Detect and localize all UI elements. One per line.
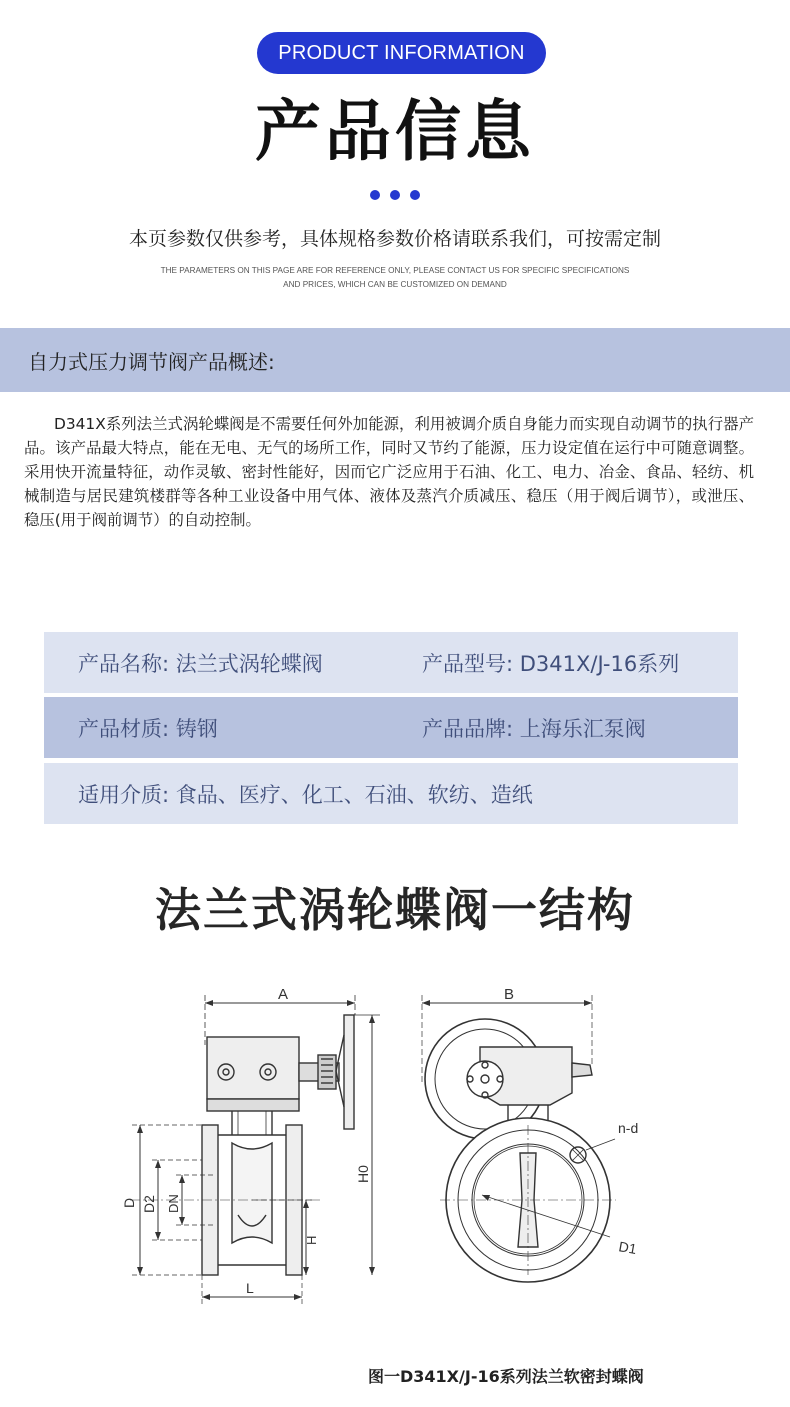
dot	[370, 190, 380, 200]
figure-caption: 图一D341X/J-16系列法兰软密封蝶阀	[368, 1367, 644, 1386]
overview-heading: 自力式压力调节阀产品概述:	[28, 349, 275, 374]
dot	[390, 190, 400, 200]
spec-material: 产品材质: 铸钢	[78, 716, 218, 741]
label-l: L	[246, 1280, 254, 1296]
side-view	[121, 986, 380, 1305]
label-d2: D2	[141, 1195, 157, 1213]
label-dn: DN	[166, 1194, 181, 1213]
decorative-dots	[0, 190, 790, 200]
page-subtitle: 本页参数仅供参考，具体规格参数价格请联系我们，可按需定制	[128, 228, 661, 250]
label-d: D	[121, 1197, 137, 1208]
label-b: B	[504, 986, 515, 1003]
structure-title: 法兰式涡轮蝶阀一结构	[155, 883, 635, 937]
english-note	[150, 264, 640, 292]
product-information-badge	[257, 32, 546, 74]
english-note-line1: THE PARAMETERS ON THIS PAGE ARE FOR REFERENCE ONLY, PLEASE CONTACT US FOR SPECIFIC SPECIFICATIONS	[160, 266, 630, 275]
label-a: A	[278, 986, 289, 1003]
valve-structure-drawing	[110, 975, 680, 1345]
label-h0: H0	[355, 1165, 371, 1183]
spec-product-model: 产品型号: D341X/J-16系列	[422, 651, 680, 676]
spec-row-name-model	[44, 632, 738, 693]
spec-row-material-brand	[44, 697, 738, 758]
dot	[410, 190, 420, 200]
overview-heading-bar	[0, 328, 790, 392]
label-nd: n-d	[618, 1120, 639, 1136]
page-title: 产品信息	[255, 93, 535, 170]
spec-media: 适用介质: 食品、医疗、化工、石油、软纺、造纸	[78, 782, 533, 807]
front-view	[422, 986, 638, 1282]
label-d1: D1	[617, 1238, 638, 1258]
spec-brand: 产品品牌: 上海乐汇泵阀	[422, 716, 646, 741]
spec-row-media	[44, 763, 738, 824]
english-note-line2: AND PRICES, WHICH CAN BE CUSTOMIZED ON DEMAND	[283, 280, 507, 289]
label-h: H	[304, 1235, 319, 1245]
badge-label: PRODUCT INFORMATION	[278, 41, 525, 64]
spec-product-name: 产品名称: 法兰式涡轮蝶阀	[78, 651, 323, 676]
overview-text: D341X系列法兰式涡轮蝶阀是不需要任何外加能源，利用被调介质自身能力而实现自动调节的执行器产品。该产品最大特点，能在无电、无气的场所工作，同时又节约了能源，压力设定值在运行中可随意调整。采用快开流量特征，动作灵敏、密封性能好，因而它广泛应用于石油、化工、电力、冶金、食品、轻纺、机械制造与居民建筑楼群等各种工业设备中用气体、液体及蒸汽介质减压、稳压（用于阀后调节），或泄压、稳压(用于阀前调节）的自动控制。	[24, 415, 754, 529]
